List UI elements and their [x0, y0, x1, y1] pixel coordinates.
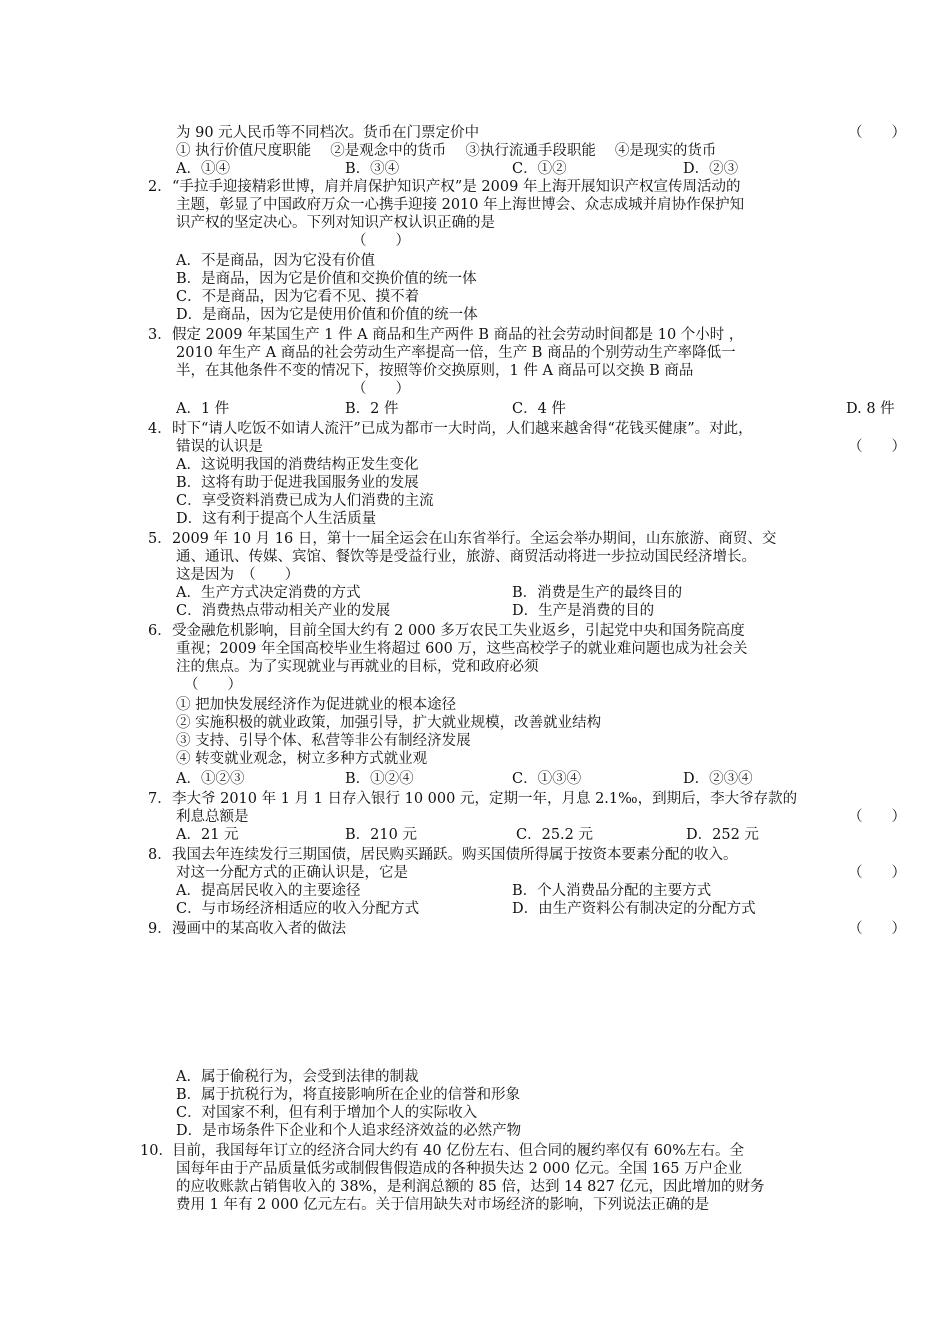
- q10-stem-line-4: 费用 1 年有 2 000 亿元左右。关于信用缺失对市场经济的影响，下列说法正确的是: [176, 1197, 710, 1213]
- q5-stem-line-1: 2009 年 10 月 16 日，第十一届全运会在山东省举行。全运会举办期间，山东旅游、商贸、交: [172, 531, 777, 547]
- q6-statement-3: ③ 支持、引导个体、私营等非公有制经济发展: [176, 733, 471, 749]
- q1-option-d: D．②③: [683, 161, 739, 177]
- q7-answer-paren: （ ）: [848, 809, 906, 825]
- q4-number: 4．: [148, 421, 172, 437]
- q10-number: 10．: [140, 1143, 173, 1159]
- q3-stem-line-1: 假定 2009 年某国生产 1 件 A 商品和生产两件 B 商品的社会劳动时间都是 10 个小时 ，: [172, 327, 744, 343]
- q1-statement-list: ① 执行价值尺度职能 ②是观念中的货币 ③执行流通手段职能 ④是现实的货币: [176, 143, 717, 159]
- q2-stem-line-3: 识产权的坚定决心。下列对知识产权认识正确的是: [176, 215, 495, 231]
- q4-option-d: D．这有利于提高个人生活质量: [176, 511, 377, 527]
- q6-statement-2: ② 实施积极的就业政策，加强引导，扩大就业规模，改善就业结构: [176, 715, 602, 731]
- q7-stem-line-2: 利息总额是: [176, 809, 249, 825]
- q3-number: 3．: [148, 327, 172, 343]
- q1-option-b: B．③④: [345, 161, 400, 177]
- q9-option-c: C．对国家不利，但有利于增加个人的实际收入: [176, 1105, 478, 1121]
- q9-stem-line-1: 漫画中的某高收入者的做法: [172, 921, 346, 937]
- q3-answer-paren: （ ）: [352, 381, 410, 397]
- q6-statement-1: ① 把加快发展经济作为促进就业的根本途径: [176, 697, 457, 713]
- q6-option-c: C．①③④: [512, 771, 582, 787]
- q4-stem-line-2: 错误的认识是: [176, 439, 263, 455]
- q5-option-d: D．生产是消费的目的: [512, 603, 655, 619]
- q7-option-c: C．25.2 元: [516, 827, 593, 843]
- q4-option-b: B．这将有助于促进我国服务业的发展: [176, 475, 419, 491]
- q5-stem-line-3: 这是因为 （ ）: [176, 567, 300, 583]
- q6-stem-line-2: 重视；2009 年全国高校毕业生将超过 600 万，这些高校学子的就业难问题也成为社会关: [176, 641, 748, 657]
- q7-stem-line-1: 李大爷 2010 年 1 月 1 日存入银行 10 000 元，定期一年，月息 2.1‰，到期后，李大爷存款的: [172, 791, 798, 807]
- q6-statement-4: ④ 转变就业观念，树立多种方式就业观: [176, 751, 428, 767]
- q2-option-a: A．不是商品，因为它没有价值: [176, 253, 375, 269]
- q5-option-b: B．消费是生产的最终目的: [512, 585, 683, 601]
- q1-option-a: A．①④: [176, 161, 230, 177]
- q9-option-d: D．是市场条件下企业和个人追求经济效益的必然产物: [176, 1123, 522, 1139]
- q6-answer-paren: （ ）: [184, 677, 242, 693]
- q5-stem-line-2: 通、通讯、传媒、宾馆、餐饮等是受益行业，旅游、商贸活动将进一步拉动国民经济增长。: [176, 549, 756, 565]
- q1-option-c: C．①②: [512, 161, 567, 177]
- q3-option-a: A．1 件: [176, 401, 230, 417]
- q6-option-d: D．②③④: [683, 771, 753, 787]
- q2-option-b: B．是商品，因为它是价值和交换价值的统一体: [176, 271, 477, 287]
- q8-option-b: B．个人消费品分配的主要方式: [512, 883, 712, 899]
- q6-number: 6．: [148, 623, 172, 639]
- q9-answer-paren: （ ）: [848, 921, 906, 937]
- q7-option-b: B．210 元: [345, 827, 417, 843]
- q7-option-a: A．21 元: [176, 827, 239, 843]
- q1-continuation: 为 90 元人民币等不同档次。货币在门票定价中: [176, 125, 480, 141]
- q5-option-c: C．消费热点带动相关产业的发展: [176, 603, 391, 619]
- q2-stem-line-2: 主题，彰显了中国政府万众一心携手迎接 2010 年上海世博会、众志成城并肩协作保护知: [176, 197, 745, 213]
- q3-stem-line-3: 半，在其他条件不变的情况下，按照等价交换原则，1 件 A 商品可以交换 B 商品: [176, 363, 694, 379]
- q4-answer-paren: （ ）: [848, 439, 906, 455]
- q3-option-d: D. 8 件: [846, 401, 895, 417]
- q2-stem-line-1: “手拉手迎接精彩世博，肩并肩保护知识产权”是 2009 年上海开展知识产权宣传周活动的: [172, 179, 741, 195]
- q3-option-b: B．2 件: [345, 401, 399, 417]
- q4-stem-line-1: 时下“请人吃饭不如请人流汗”已成为都市一大时尚，人们越来越舍得“花钱买健康”。对此，: [172, 421, 753, 437]
- q10-stem-line-1: 目前，我国每年订立的经济合同大约有 40 亿份左右、但合同的履约率仅有 60%左右。全: [172, 1143, 745, 1159]
- q8-option-d: D．由生产资料公有制决定的分配方式: [512, 901, 756, 917]
- q6-stem-line-1: 受金融危机影响，目前全国大约有 2 000 多万农民工失业返乡，引起党中央和国务院高度: [172, 623, 745, 639]
- q5-number: 5．: [148, 531, 172, 547]
- q9-option-a: A．属于偷税行为，会受到法律的制裁: [176, 1069, 419, 1085]
- q8-number: 8．: [148, 847, 172, 863]
- q2-option-c: C．不是商品，因为它看不见、摸不着: [176, 289, 420, 305]
- q9-number: 9．: [148, 921, 172, 937]
- q8-option-a: A．提高居民收入的主要途径: [176, 883, 361, 899]
- q4-option-c: C．享受资料消费已成为人们消费的主流: [176, 493, 434, 509]
- q8-stem-line-2: 对这一分配方式的正确认识是，它是: [176, 865, 408, 881]
- q7-number: 7．: [148, 791, 172, 807]
- q1-answer-paren: （ ）: [848, 125, 906, 141]
- q8-option-c: C．与市场经济相适应的收入分配方式: [176, 901, 420, 917]
- q2-number: 2．: [148, 179, 172, 195]
- q10-stem-line-2: 国每年由于产品质量低劣或制假售假造成的各种损失达 2 000 亿元。全国 165 万户企业: [176, 1161, 743, 1177]
- q2-answer-paren: （ ）: [352, 233, 410, 249]
- q6-stem-line-3: 注的焦点。为了实现就业与再就业的目标，党和政府必须: [176, 659, 539, 675]
- q3-option-c: C．4 件: [512, 401, 566, 417]
- q5-option-a: A．生产方式决定消费的方式: [176, 585, 361, 601]
- q6-option-b: B．①②④: [345, 771, 414, 787]
- q2-option-d: D．是商品，因为它是使用价值和价值的统一体: [176, 307, 478, 323]
- q4-option-a: A．这说明我国的消费结构正发生变化: [176, 457, 419, 473]
- q3-stem-line-2: 2010 年生产 A 商品的社会劳动生产率提高一倍，生产 B 商品的个别劳动生产率降低一: [176, 345, 736, 361]
- q8-stem-line-1: 我国去年连续发行三期国债，居民购买踊跃。购买国债所得属于按资本要素分配的收入。: [172, 847, 738, 863]
- q8-answer-paren: （ ）: [848, 865, 906, 881]
- q6-option-a: A．①②③: [176, 771, 245, 787]
- q9-option-b: B．属于抗税行为，将直接影响所在企业的信誉和形象: [176, 1087, 521, 1103]
- q10-stem-line-3: 的应收账款占销售收入的 38%，是利润总额的 85 倍，达到 14 827 亿元，因此增加的财务: [176, 1179, 765, 1195]
- q9-cartoon-area: [176, 942, 776, 1064]
- q7-option-d: D．252 元: [686, 827, 759, 843]
